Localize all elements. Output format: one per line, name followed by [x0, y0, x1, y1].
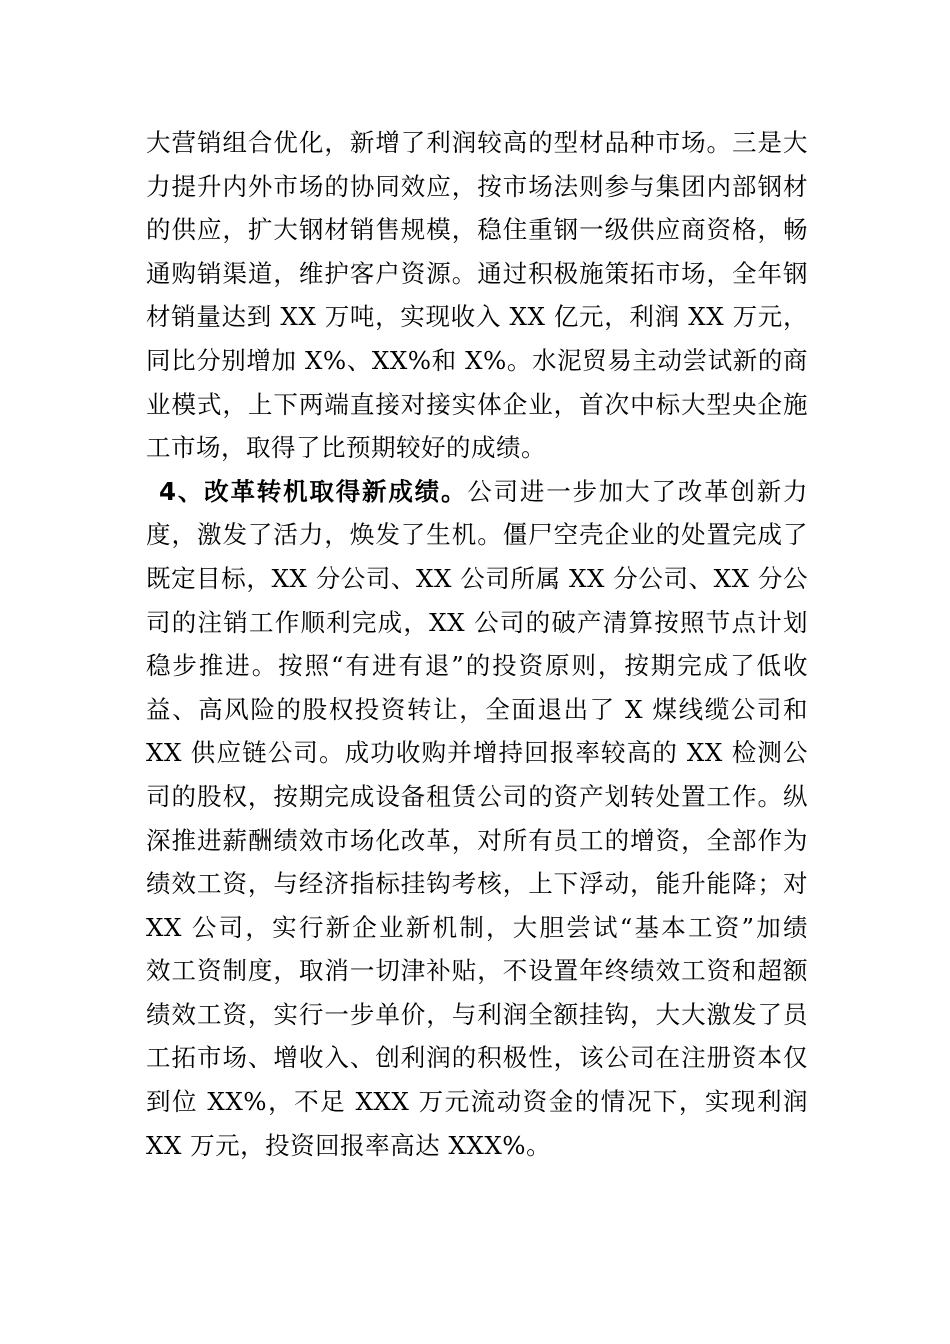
text-run: 公司进一步加大了改革创新力 — [467, 476, 809, 506]
document-body — [146, 121, 808, 1167]
section-4-heading: 4、改革转机取得新成绩。 — [159, 476, 468, 506]
text-line: 材销量达到 XX 万吨，实现收入 XX 亿元，利润 XX 万元， — [146, 302, 808, 332]
text-line: 同比分别增加 X%、XX%和 X%。水泥贸易主动尝试新的商 — [146, 345, 808, 375]
text-line: 深推进薪酬绩效市场化改革，对所有员工的增资，全部作为 — [146, 825, 808, 855]
text-line: 绩效工资，实行一步单价，与利润全额挂钩，大大激发了员 — [146, 999, 808, 1029]
text-line: 司的股权，按期完成设备租赁公司的资产划转处置工作。纵 — [146, 781, 808, 811]
text-line: 效工资制度，取消一切津补贴，不设置年终绩效工资和超额 — [146, 956, 808, 986]
text-line: 业模式，上下两端直接对接实体企业，首次中标大型央企施 — [146, 389, 808, 419]
text-line: 益、高风险的股权投资转让，全面退出了 X 煤线缆公司和 — [146, 694, 808, 724]
text-line: XX 供应链公司。成功收购并增持回报率较高的 XX 检测公 — [146, 738, 808, 768]
text-line: 度，激发了活力，焕发了生机。僵尸空壳企业的处置完成了 — [146, 520, 808, 550]
text-line: 既定目标，XX 分公司、XX 公司所属 XX 分公司、XX 分公 — [146, 563, 808, 593]
text-line: XX 公司，实行新企业新机制，大胆尝试“基本工资”加绩 — [146, 912, 808, 942]
text-line: 通购销渠道，维护客户资源。通过积极施策拓市场，全年钢 — [146, 258, 808, 288]
text-line: 稳步推进。按照“有进有退”的投资原则，按期完成了低收 — [146, 651, 808, 681]
text-line: 大营销组合优化，新增了利润较高的型材品种市场。三是大 — [146, 128, 808, 157]
text-line: 工拓市场、增收入、创利润的积极性，该公司在注册资本仅 — [146, 1043, 808, 1073]
text-line: XX 万元，投资回报率高达 XXX%。 — [146, 1130, 552, 1160]
paragraph-section-4 — [146, 470, 808, 1168]
text-line: 力提升内外市场的协同效应，按市场法则参与集团内部钢材 — [146, 171, 808, 201]
section-4-first-line — [146, 470, 808, 514]
paragraph-market — [146, 121, 808, 470]
text-line: 绩效工资，与经济指标挂钩考核，上下浮动，能升能降；对 — [146, 869, 808, 899]
text-line: 到位 XX%，不足 XXX 万元流动资金的情况下，实现利润 — [146, 1087, 808, 1117]
text-line: 司的注销工作顺利完成，XX 公司的破产清算按照节点计划 — [146, 607, 808, 637]
text-line: 工市场，取得了比预期较好的成绩。 — [146, 433, 546, 463]
text-line: 的供应，扩大钢材销售规模，稳住重钢一级供应商资格，畅 — [146, 215, 808, 245]
